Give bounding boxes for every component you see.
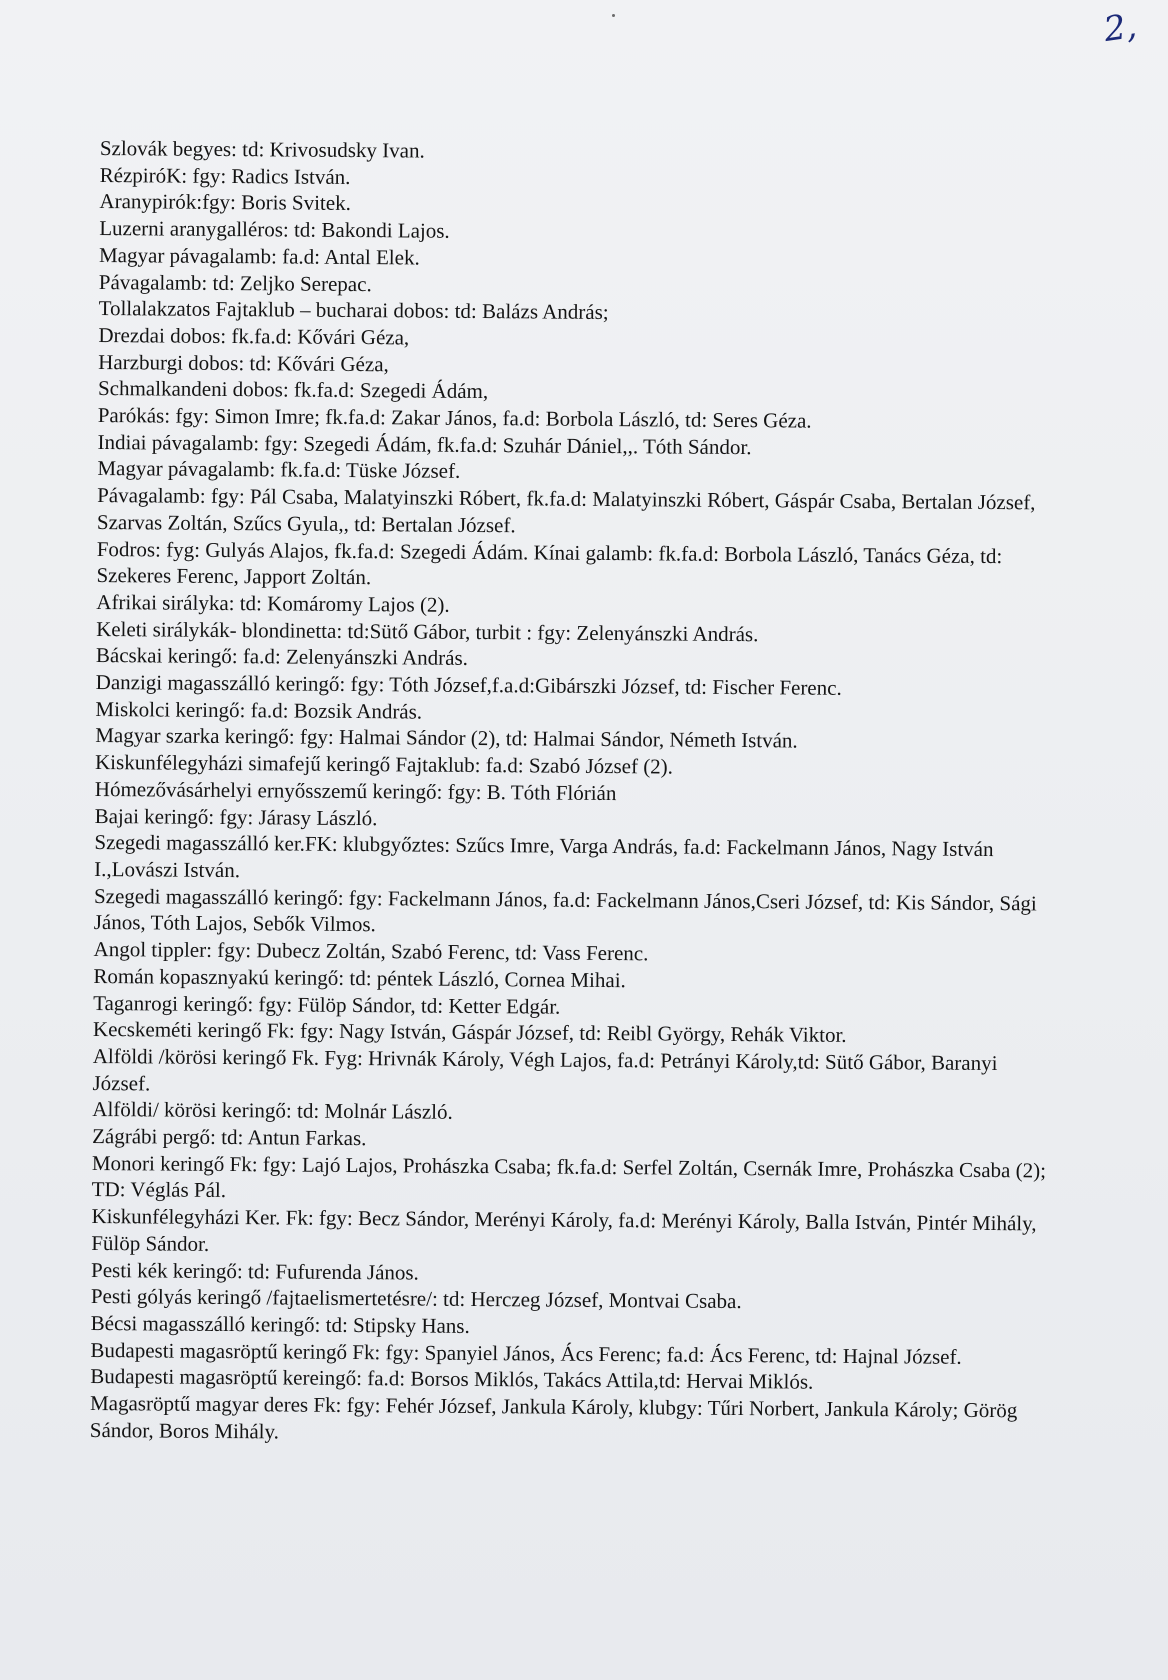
list-entry: Angol tippler: fgy: Dubecz Zoltán, Szabó Ferenc, td: Vass Ferenc. bbox=[93, 937, 649, 966]
list-entry: Monori keringő Fk: fgy: Lajó Lajos, Prohászka Csaba; fk.fa.d: Serfel Zoltán, Csernák Imre, Prohászka Csaba (2); TD: Véglás Pál. bbox=[91, 1150, 1047, 1203]
list-entry: Szlovák begyes: td: Krivosudsky Ivan. bbox=[99, 135, 425, 163]
list-entry: Pesti kék keringő: td: Fufurenda János. bbox=[90, 1257, 419, 1285]
list-entry: Magyar pávagalamb: fa.d: Antal Elek. bbox=[98, 242, 420, 270]
list-entry: Szegedi magasszálló ker.FK: klubgyőztes: Szűcs Imre, Varga András, fa.d: Fackelmann János, Nagy István I.,Lovászi István. bbox=[94, 830, 994, 883]
list-entry: Magasröptű magyar deres Fk: fgy: Fehér József, Jankula Károly, klubgy: Tűri Norbert, Jankula Károly; Görög Sándor, Boros Mihály. bbox=[89, 1391, 1018, 1444]
list-entry: Magyar szarka keringő: fgy: Halmai Sándor (2), td: Halmai Sándor, Németh István. bbox=[95, 723, 798, 753]
handwritten-page-number: 2, bbox=[1101, 5, 1140, 51]
list-entry: Taganrogi keringő: fgy: Fülöp Sándor, td: Ketter Edgár. bbox=[93, 990, 561, 1019]
list-entry: Bácskai keringő: fa.d: Zelenyánszki András. bbox=[95, 643, 469, 671]
list-entry: Luzerni aranygalléros: td: Bakondi Lajos. bbox=[99, 216, 450, 243]
list-entry: Keleti sirálykák- blondinetta: td:Sütő Gábor, turbit : fgy: Zelenyánszki András. bbox=[96, 616, 759, 646]
list-entry: Kiskunfélegyházi Ker. Fk: fgy: Becz Sándor, Merényi Károly, fa.d: Merényi Károly, Balla István, Pintér Mihály, Fülöp Sándor. bbox=[91, 1204, 1037, 1256]
list-entry: RézpiróK: fgy: Radics István. bbox=[99, 162, 351, 189]
list-entry: Alföldi /körösi keringő Fk. Fyg: Hrivnák Károly, Végh Lajos, fa.d: Petrányi Károly,td: Sütő Gábor, Baranyi József. bbox=[92, 1043, 998, 1096]
list-entry: Hómezővásárhelyi ernyősszemű keringő: fgy: B. Tóth Flórián bbox=[94, 776, 617, 805]
list-entry: Fodros: fyg: Gulyás Alajos, fk.fa.d: Szegedi Ádám. Kínai galamb: fk.fa.d: Borbola László, Tanács Géza, td: Szekeres Ferenc, Japport Zoltán. bbox=[96, 536, 1003, 590]
list-entry: Schmalkandeni dobos: fk.fa.d: Szegedi Ádám, bbox=[97, 376, 489, 404]
list-entry: Pávagalamb: td: Zeljko Serepac. bbox=[98, 269, 372, 296]
list-entry: Tollalakzatos Fajtaklub – bucharai dobos: td: Balázs András; bbox=[98, 296, 609, 325]
list-entry: Budapesti magasröptű keringő Fk: fgy: Spanyiel János, Ács Ferenc; fa.d: Ács Ferenc, td: Hajnal József. bbox=[90, 1337, 962, 1369]
list-entry: Budapesti magasröptű kereingő: fa.d: Borsos Miklós, Takács Attila,td: Hervai Miklós. bbox=[90, 1364, 814, 1394]
list-entry: Harzburgi dobos: td: Kővári Géza, bbox=[98, 349, 389, 376]
list-entry: Bécsi magasszálló keringő: td: Stipsky Hans. bbox=[90, 1310, 470, 1338]
list-entry: Szegedi magasszálló keringő: fgy: Fackelmann János, fa.d: Fackelmann János,Cseri József, td: Kis Sándor, Sági János, Tóth Lajos, Sebők Vilmos. bbox=[93, 883, 1037, 937]
breed-judges-list bbox=[90, 135, 1060, 1451]
list-entry: Pávagalamb: fgy: Pál Csaba, Malatyinszki Róbert, fk.fa.d: Malatyinszki Róbert, Gáspár Csaba, Bertalan József, Szarvas Zoltán, Szűcs Gyula,, td: Bertalan József. bbox=[96, 483, 1036, 538]
list-entry: Aranypirók:fgy: Boris Svitek. bbox=[99, 189, 351, 216]
list-entry: Zágrábi pergő: td: Antun Farkas. bbox=[92, 1123, 367, 1151]
list-entry: Afrikai sirályka: td: Komáromy Lajos (2). bbox=[96, 589, 450, 617]
list-entry: Drezdai dobos: fk.fa.d: Kővári Géza, bbox=[98, 322, 410, 350]
list-entry: Bajai keringő: fgy: Járasy László. bbox=[94, 803, 378, 830]
list-entry: Pesti gólyás keringő /fajtaelismertetésre/: td: Herczeg József, Montvai Csaba. bbox=[90, 1284, 742, 1314]
list-entry: Parókás: fgy: Simon Imre; fk.fa.d: Zakar János, fa.d: Borbola László, td: Seres Géza. bbox=[97, 403, 812, 433]
list-entry: Miskolci keringő: fa.d: Bozsik András. bbox=[95, 696, 423, 724]
list-entry: Kiskunfélegyházi simafejű keringő Fajtaklub: fa.d: Szabó József (2). bbox=[94, 750, 674, 779]
list-entry: Alföldi/ körösi keringő: td: Molnár László. bbox=[92, 1097, 453, 1125]
list-entry: Román kopasznyakú keringő: td: péntek László, Cornea Mihai. bbox=[93, 963, 626, 992]
list-entry: Kecskeméti keringő Fk: fgy: Nagy István, Gáspár József, td: Reibl György, Rehák Viktor. bbox=[92, 1017, 847, 1048]
list-entry: Magyar pávagalamb: fk.fa.d: Tüske József. bbox=[97, 456, 461, 484]
list-entry: Danzigi magasszálló keringő: fgy: Tóth József,f.a.d:Gibárszki József, td: Fischer Ferenc. bbox=[95, 670, 842, 700]
scan-speck bbox=[612, 14, 615, 17]
list-entry: Indiai pávagalamb: fgy: Szegedi Ádám, fk.fa.d: Szuhár Dániel,,. Tóth Sándor. bbox=[97, 429, 752, 459]
